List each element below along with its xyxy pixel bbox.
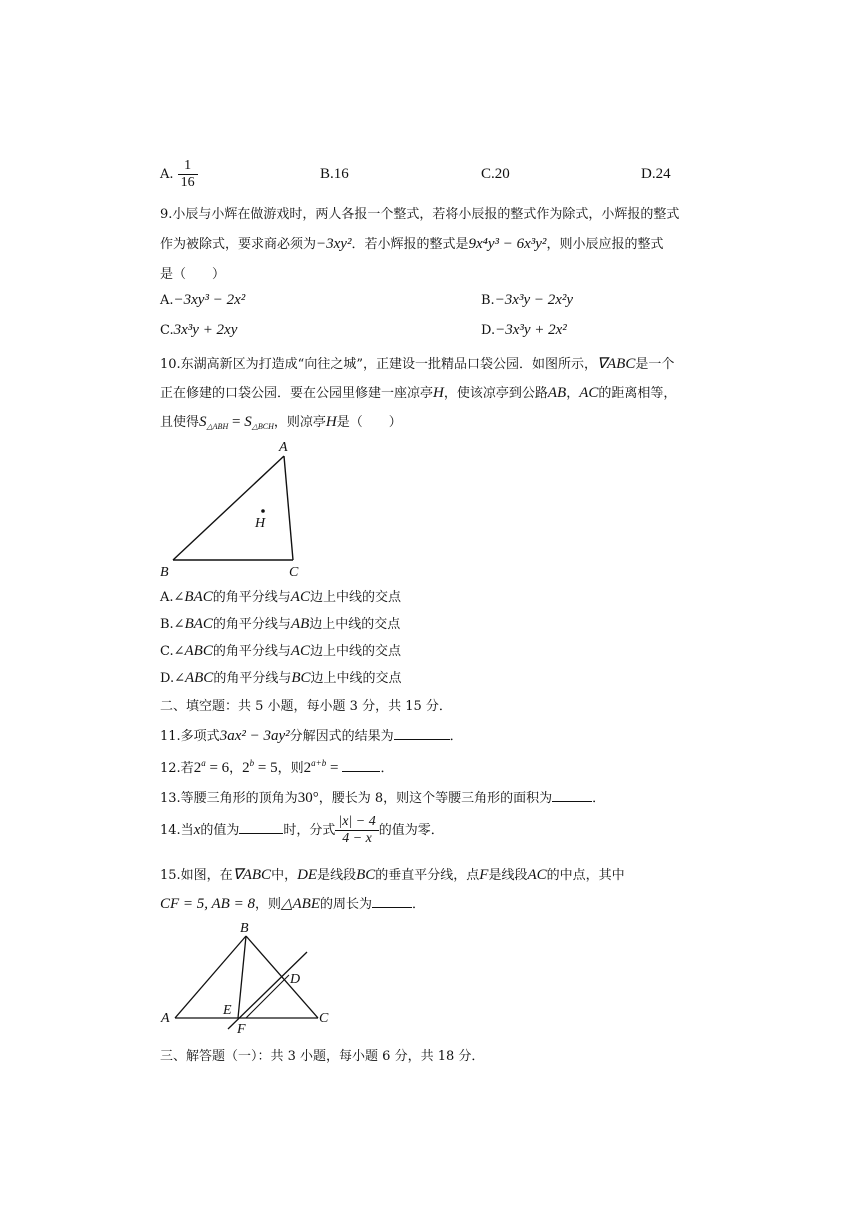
q14-denominator: 4 − x	[342, 831, 372, 846]
q10-option-b-mid: 的角平分线与	[212, 617, 291, 632]
q15-BC: BC	[356, 867, 376, 883]
q12-sep: ，	[229, 761, 243, 776]
q15-line-1-text-e: 是线段	[488, 868, 528, 883]
q10-option-a-mid: 的角平分线与	[212, 590, 291, 605]
q15-line-2-text-b: 的周长为	[320, 897, 373, 912]
q9-option-b-label: B.	[481, 293, 495, 308]
q10-line-3	[160, 411, 402, 431]
q8-option-a-prefix: A.	[160, 167, 174, 182]
q10-line-3-text-c: 是（ ）	[336, 415, 402, 430]
q15-segment-BF	[246, 975, 289, 1018]
q10-side-AC	[284, 456, 293, 560]
q10-line-1-text-b: 是一个	[635, 357, 675, 372]
q9-option-b-expr: −3x³y − 2x²y	[494, 292, 574, 308]
q10-line-2-text-a: 正在修建的口袋公园．要在公园里修建一座凉亭	[160, 386, 434, 401]
q12-exp-1: a	[201, 758, 206, 768]
q9-option-a-expr: −3xy³ − 2x²	[173, 292, 246, 308]
q10-option-a-angle: BAC	[184, 589, 213, 605]
q10-option-c-end: 边上中线的交点	[310, 644, 402, 659]
section-3-heading: 三、解答题（一）：共 3 小题，每小题 6 分，共 18 分．	[160, 1049, 485, 1064]
q10-S2: S	[244, 414, 252, 430]
q9-option-a	[160, 292, 245, 309]
q10-line-1-text-a: 10.东湖高新区为打造成“向往之城”，正建设一批精品口袋公园．如图所示，	[160, 357, 597, 372]
q10-option-a	[160, 586, 401, 606]
q8-option-a-fraction	[178, 158, 198, 191]
q15-line-1-text-b: 中，	[271, 868, 298, 883]
q11-text-b: 分解因式的结果为	[289, 729, 394, 744]
q10-option-a-end: 边上中线的交点	[309, 590, 401, 605]
q10-line-3-text-a: 且使得	[160, 415, 200, 430]
q10-option-b	[160, 613, 400, 633]
q10-S1-sub: △ABH	[206, 422, 229, 431]
q14-text-c: 时，分式	[283, 823, 336, 838]
q15-line-1-text-a: 15.如图，在	[160, 868, 233, 883]
q10-label-H: H	[255, 516, 266, 531]
q10-option-b-side: AB	[290, 616, 310, 632]
q13-text-c: ．	[592, 791, 606, 806]
q15-line-1-text-d: 的垂直平分线，点	[375, 868, 480, 883]
q12-val-1: = 6	[205, 760, 230, 776]
q10-option-c-side: AC	[290, 643, 311, 659]
q14-text-b: 的值为	[200, 823, 240, 838]
q13-degree: 30°	[297, 790, 319, 806]
q9-option-d	[481, 322, 567, 339]
q14-text-d: 的值为零．	[378, 823, 444, 838]
q9-option-a-label: A.	[160, 293, 174, 308]
q8-option-a-numerator: 1	[178, 158, 198, 175]
q15-side-AB	[175, 936, 246, 1018]
q8-option-c: C.20	[481, 166, 510, 182]
q10-option-b-label: B.∠	[160, 617, 185, 632]
q9-line-1: 9.小辰与小辉在做游戏时，两人各报一个整式，若将小辰报的整式作为除式，小辉报的整式	[160, 207, 680, 222]
q10-option-a-side: AC	[290, 589, 310, 605]
q10-AC-var: AC	[579, 385, 599, 401]
q15-line-2-text-a: ，则	[254, 897, 281, 912]
q10-option-c-angle: ABC	[184, 643, 213, 659]
q15-AC: AC	[527, 867, 547, 883]
q10-line-3-text-b: ，则凉亭	[273, 415, 326, 430]
q10-label-B: B	[160, 565, 169, 580]
q15-label-E: E	[223, 1003, 232, 1018]
q8-option-b: B.16	[320, 166, 349, 182]
q11-text-c: ．	[449, 729, 463, 744]
q9-option-d-label: D.	[481, 323, 496, 338]
section-2-heading: 二、填空题：共 5 小题，每小题 3 分，共 15 分．	[160, 699, 452, 714]
q13-text-b: ，腰长为 8，则这个等腰三角形的面积为	[318, 791, 553, 806]
q10-option-c-label: C.∠	[160, 644, 185, 659]
q10-option-a-label: A.∠	[160, 590, 185, 605]
q15-label-B: B	[240, 921, 249, 936]
q15-segment-BE	[238, 936, 246, 1018]
q10-line-2	[160, 382, 676, 402]
q9-option-b	[481, 292, 573, 309]
q12-text-c: ．	[380, 761, 394, 776]
q11-expr: 3ax² − 3ay²	[219, 728, 290, 744]
q10-triangle-figure	[155, 436, 315, 581]
q15-line-1	[160, 864, 625, 884]
q12-eq: =	[326, 760, 339, 776]
q14	[160, 814, 444, 847]
q9-line-2	[160, 233, 663, 253]
q8-option-a	[160, 158, 198, 191]
q12-base-3: 2	[303, 760, 312, 776]
q10-S2-sub: △BCH	[251, 422, 274, 431]
q9-option-c-expr: 3x³y + 2xy	[173, 322, 238, 338]
q10-option-b-angle: BAC	[184, 616, 213, 632]
q12-answer-blank[interactable]	[342, 760, 380, 772]
q10-line-2-sep: ，	[566, 386, 580, 401]
q11-text-a: 11.多项式	[160, 729, 220, 744]
q9-quotient-expr: −3xy²	[316, 236, 352, 252]
q15-label-A: A	[161, 1011, 170, 1026]
q12-base-1: 2	[193, 760, 202, 776]
q9-dividend-expr: 9x⁴y³ − 6x³y²	[468, 236, 547, 252]
q15-F: F	[479, 867, 489, 883]
q15-line-1-text-c: 是线段	[317, 868, 357, 883]
q12-text-a: 12.若	[160, 761, 194, 776]
q10-eq: =	[228, 414, 245, 430]
q10-option-c	[160, 640, 401, 660]
q10-label-C: C	[289, 565, 299, 580]
q15-answer-blank[interactable]	[372, 896, 412, 908]
q11	[160, 725, 463, 745]
q15-abe-triangle: △ABE	[280, 896, 321, 912]
q11-answer-blank[interactable]	[394, 728, 450, 740]
q13	[160, 787, 605, 807]
q9-line-3: 是（ ）	[160, 267, 226, 282]
q10-side-BA	[173, 456, 284, 560]
q10-H-var: H	[433, 385, 444, 401]
q14-fraction	[335, 814, 378, 847]
q14-text-a: 14.当	[160, 823, 194, 838]
q8-option-a-denominator: 16	[180, 175, 195, 190]
q12-val-2: = 5	[254, 760, 278, 776]
q12-text-b: ，则	[277, 761, 304, 776]
q10-line-2-text-c: 的距离相等，	[598, 386, 677, 401]
q10-triangle-expr: ∇ABC	[596, 356, 636, 372]
q15-line-1-text-f: 的中点，其中	[546, 868, 625, 883]
q10-line-1	[160, 353, 674, 373]
q10-option-d	[160, 667, 402, 687]
q15-triangle-figure	[155, 918, 345, 1038]
q10-point-H	[261, 509, 265, 513]
q14-numerator: |x| − 4	[335, 814, 378, 831]
q10-option-d-side: BC	[291, 670, 311, 686]
q10-option-d-label: D.∠	[160, 671, 185, 686]
q10-option-d-mid: 的角平分线与	[213, 671, 292, 686]
q15-label-D: D	[290, 972, 301, 987]
q15-line-2-text-c: ．	[412, 897, 426, 912]
q9-option-c	[160, 322, 237, 339]
q9-option-c-label: C.	[160, 323, 174, 338]
q10-option-d-angle: ABC	[184, 670, 214, 686]
q12-exp-2: b	[249, 758, 255, 768]
q13-text-a: 13.等腰三角形的顶角为	[160, 791, 298, 806]
q8-option-d: D.24	[641, 166, 671, 182]
q12	[160, 757, 393, 777]
q10-option-d-end: 边上中线的交点	[310, 671, 402, 686]
q15-label-C: C	[319, 1011, 329, 1026]
q14-var-x: x	[193, 822, 201, 838]
q14-answer-blank[interactable]	[239, 822, 283, 834]
q9-line-2-text-c: ，则小辰应报的整式	[546, 237, 664, 252]
q10-S1: S	[199, 414, 207, 430]
q9-line-2-text-b: ．若小辉报的整式是	[351, 237, 469, 252]
q10-line-2-text-b: ，使该凉亭到公路	[443, 386, 548, 401]
q15-label-F: F	[237, 1022, 246, 1037]
q9-line-2-text-a: 作为被除式，要求商必须为	[160, 237, 317, 252]
q10-AB-var: AB	[547, 385, 567, 401]
q12-exp-3: a+b	[311, 758, 327, 768]
q10-H-var-2: H	[325, 414, 337, 430]
q15-given-expr: CF = 5, AB = 8	[160, 896, 255, 912]
q15-DE: DE	[297, 867, 318, 883]
q13-answer-blank[interactable]	[552, 790, 592, 802]
q15-triangle: ∇ABC	[232, 867, 272, 883]
q10-option-c-mid: 的角平分线与	[212, 644, 291, 659]
q12-base-2: 2	[242, 760, 250, 776]
q15-line-2	[160, 893, 425, 913]
q10-option-b-end: 边上中线的交点	[309, 617, 401, 632]
q10-label-A: A	[279, 440, 288, 455]
q9-option-d-expr: −3x³y + 2x²	[495, 322, 567, 338]
